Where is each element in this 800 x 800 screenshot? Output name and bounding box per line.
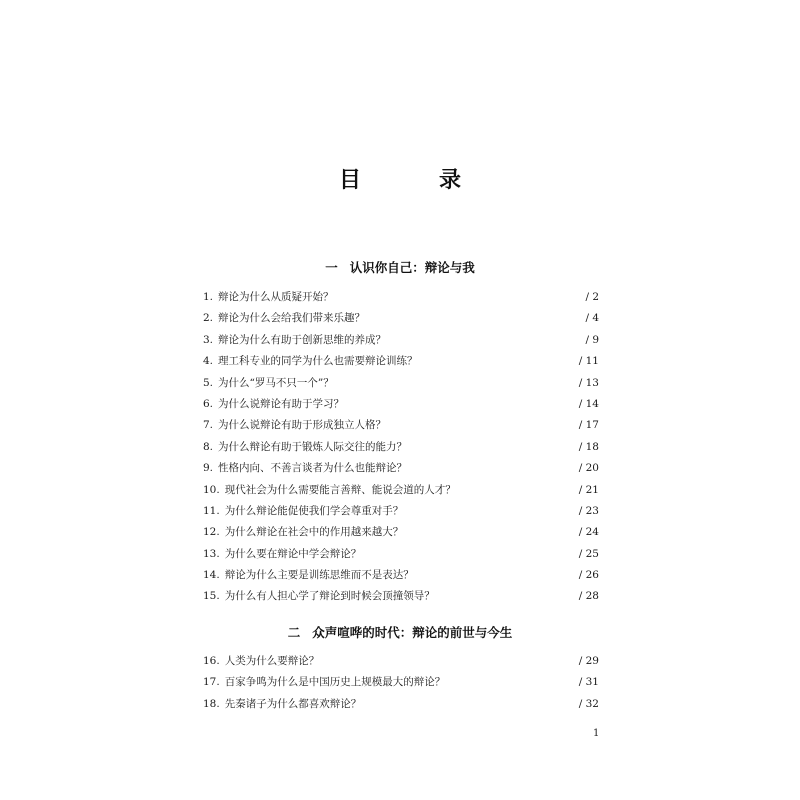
entry-title: 为什么有人担心学了辩论到时候会顶撞领导？ xyxy=(224,590,435,603)
entry-page-ref: / 32 xyxy=(578,697,599,710)
toc-entry[interactable] xyxy=(203,586,599,607)
entry-title: 理工科专业的同学为什么也需要辩论训练？ xyxy=(218,355,418,368)
section-title: 认识你自己：辩论与我 xyxy=(349,260,475,275)
entry-title: 为什么辩论有助于锻炼人际交往的能力？ xyxy=(218,440,408,453)
entry-title: 辩论为什么从质疑开始？ xyxy=(218,291,334,303)
toc-entry[interactable] xyxy=(203,565,599,586)
entry-number: 6. xyxy=(203,397,214,410)
entry-title: 现代社会为什么需要能言善辩、能说会道的人才？ xyxy=(224,483,456,496)
entry-page-ref: / 25 xyxy=(578,547,599,560)
entry-number: 4. xyxy=(203,355,214,368)
toc-entry[interactable] xyxy=(203,458,599,479)
entry-page-ref: / 31 xyxy=(578,676,599,689)
toc-entry[interactable] xyxy=(203,672,599,693)
toc-entry[interactable] xyxy=(203,651,599,672)
entry-number: 13. xyxy=(203,547,220,560)
entry-number: 17. xyxy=(203,676,220,689)
entry-title: 为什么说辩论有助于学习？ xyxy=(218,397,345,410)
section-title: 众声喧哗的时代：辩论的前世与今生 xyxy=(312,625,513,640)
entry-page-ref: / 4 xyxy=(585,312,599,325)
entry-number: 5. xyxy=(203,376,214,389)
entry-page-ref: / 28 xyxy=(578,590,599,603)
entry-title: 性格内向、不善言谈者为什么也能辩论？ xyxy=(218,462,408,475)
entry-page-ref: / 26 xyxy=(578,569,599,582)
entry-number: 12. xyxy=(203,526,220,539)
toc-entry[interactable] xyxy=(203,373,599,394)
entry-number: 18. xyxy=(203,697,220,710)
toc-entry[interactable] xyxy=(203,394,599,415)
entry-title: 为什么“罗马不只一个”？ xyxy=(218,376,334,389)
page-title: 目 录 xyxy=(338,167,489,193)
entry-title: 先秦诸子为什么都喜欢辩论？ xyxy=(224,697,362,710)
entry-number: 7. xyxy=(203,419,214,432)
entry-title: 辩论为什么有助于创新思维的养成？ xyxy=(218,333,387,346)
section-1-entries xyxy=(203,287,599,608)
entry-page-ref: / 14 xyxy=(578,397,599,410)
entry-page-ref: / 18 xyxy=(578,440,599,453)
toc-entry[interactable] xyxy=(203,351,599,372)
toc-entry[interactable] xyxy=(203,480,599,501)
entry-number: 1. xyxy=(203,291,214,303)
entry-number: 14. xyxy=(203,569,220,582)
section-number: 二 xyxy=(287,625,301,640)
entry-page-ref: / 11 xyxy=(578,355,599,368)
entry-title: 为什么辩论在社会中的作用越来越大？ xyxy=(224,526,404,539)
toc-entry[interactable] xyxy=(203,287,599,308)
section-number: 一 xyxy=(325,260,338,275)
toc-entry[interactable] xyxy=(203,330,599,351)
entry-number: 2. xyxy=(203,312,214,325)
entry-page-ref: / 23 xyxy=(578,504,599,517)
entry-title: 人类为什么要辩论？ xyxy=(224,655,320,667)
entry-number: 8. xyxy=(203,440,214,453)
entry-page-ref: / 17 xyxy=(578,419,599,432)
entry-number: 16. xyxy=(203,655,220,667)
toc-entry[interactable] xyxy=(203,544,599,565)
entry-number: 11. xyxy=(203,504,220,517)
entry-page-ref: / 20 xyxy=(578,462,599,475)
entry-page-ref: / 9 xyxy=(585,333,599,346)
entry-title: 辩论为什么会给我们带来乐趣？ xyxy=(218,312,366,325)
page-number: 1 xyxy=(593,728,600,739)
toc-entry[interactable] xyxy=(203,694,599,715)
toc-entry[interactable] xyxy=(203,308,599,329)
entry-number: 10. xyxy=(203,483,220,496)
entry-title: 为什么辩论能促使我们学会尊重对手？ xyxy=(224,504,404,517)
entry-number: 9. xyxy=(203,462,214,475)
entry-number: 15. xyxy=(203,590,220,603)
entry-title: 为什么说辩论有助于形成独立人格？ xyxy=(218,419,387,432)
entry-page-ref: / 24 xyxy=(578,526,599,539)
section-heading-2 xyxy=(0,623,800,641)
entry-number: 3. xyxy=(203,333,214,346)
toc-entry[interactable] xyxy=(203,437,599,458)
entry-page-ref: / 29 xyxy=(578,655,599,667)
entry-page-ref: / 21 xyxy=(578,483,599,496)
toc-entry[interactable] xyxy=(203,501,599,522)
section-2-entries xyxy=(203,651,599,715)
entry-title: 辩论为什么主要是训练思维而不是表达？ xyxy=(224,569,414,582)
toc-entry[interactable] xyxy=(203,522,599,543)
entry-title: 百家争鸣为什么是中国历史上规模最大的辩论？ xyxy=(224,676,446,689)
toc-entry[interactable] xyxy=(203,415,599,436)
section-heading-1 xyxy=(0,258,800,276)
entry-page-ref: / 13 xyxy=(578,376,599,389)
entry-title: 为什么要在辩论中学会辩论？ xyxy=(224,547,362,560)
entry-page-ref: / 2 xyxy=(585,291,599,303)
